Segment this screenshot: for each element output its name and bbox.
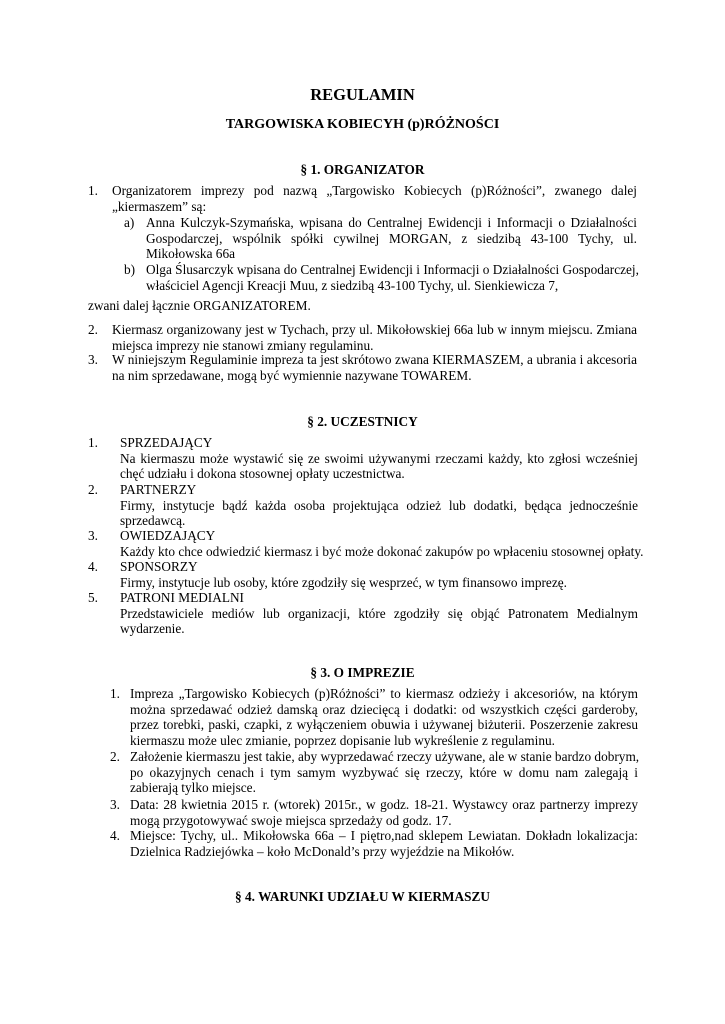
s1-item-3-number: 3. [88,352,98,367]
s1-item-b-text [146,262,637,293]
s1-item-1-line-2: „kiermaszem” są: [112,198,207,214]
section-1-heading: § 1. ORGANIZATOR [300,162,425,177]
s3-item-4-line-1: Miejsce: Tychy, ul.. Mikołowska 66a – I piętro,nad sklepem Lewiatan. Dokładn lokalizacja: [130,828,638,843]
s1-item-1-number: 1. [88,183,98,198]
s1-joint-note: zwani dalej łącznie ORGANIZATOREM. [88,298,311,313]
s3-item-1-line-2: można sprzedawać odzież damską oraz dziecięcą i dodatki: od wszystkich części garderoby, [130,701,638,717]
s1-item-3-text [112,352,637,383]
s2-item-1-line-1: Na kiermaszu może wystawić się ze swoimi używanymi rzeczami każdy, kto zgłosi wcześniej [120,450,638,466]
s2-item-1-line-2: chęć udziału i dokona stosownej opłaty uczestnictwa. [120,466,405,482]
s3-item-1-line-1: Impreza „Targowisko Kobiecych (p)Różności” to kiermasz odzieży i akcesoriów, na którym [130,686,638,701]
s3-item-1-line-4: kiermaszu może ulec zmianie, poprzez dopisanie lub wykreślenie z regulaminu. [130,732,555,748]
s1-item-1-line-1: Organizatorem imprezy pod nazwą „Targowisko Kobiecych (p)Różności”, zwanego dalej [112,183,637,198]
s1-item-a-line-2: Gospodarczej, wspólnik spółki cywilnej MORGAN, z siedzibą 43-100 Tychy, ul. [146,230,637,246]
s2-item-5 [120,590,638,637]
s2-item-5-number: 5. [88,590,98,605]
s3-item-2-text [130,749,638,796]
s1-item-a-line-3: Mikołowska 66a [146,246,236,262]
s3-item-2-number: 2. [110,749,120,764]
s1-item-2-number: 2. [88,322,98,337]
s1-item-a-line-1: Anna Kulczyk-Szymańska, wpisana do Centralnej Ewidencji i Informacji o Działalności [146,215,637,230]
s3-item-1-text [130,686,638,748]
s2-item-2-line-1: Firmy, instytucje bądź każda osoba projektująca odzież lub dodatki, będąca jednocześnie [120,497,638,513]
s1-item-3-line-1: W niniejszym Regulaminie impreza ta jest skrótowo zwana KIERMASZEM, a ubrania i akcesoria [112,352,637,367]
s3-item-4-line-2: Dzielnica Radziejówka – koło McDonald’s przy wyjeździe na Mikołów. [130,843,515,859]
s2-item-5-line-2: wydarzenie. [120,621,185,637]
s1-item-3-line-2: na nim sprzedawane, mogą być wymiennie nazywane TOWAREM. [112,367,472,383]
s1-item-b-line-1: Olga Ślusarczyk wpisana do Centralnej Ewidencji i Informacji o Działalności Gospodarczej, [146,262,639,277]
s2-item-4-line-1: Firmy, instytucje lub osoby, które zgodziły się wesprzeć, w tym finansowo imprezę. [120,574,567,590]
section-3-heading: § 3. O IMPREZIE [310,665,415,680]
s3-item-4-text [130,828,638,859]
s2-item-2-number: 2. [88,482,98,497]
s3-item-2-line-1: Założenie kiermaszu jest takie, aby wyprzedawać rzeczy używane, ale w stanie bardzo dobrym, [130,749,640,764]
s1-item-b-line-2: właściciel Agencji Kreacji Muu, z siedzibą 43-100 Tychy, ul. Sienkiewicza 7, [146,277,559,293]
s2-item-2-line-2: sprzedawcą. [120,513,186,529]
s2-item-3 [120,528,644,559]
s1-item-2-line-2: miejsca imprezy nie stanowi zmiany regulaminu. [112,337,374,353]
s3-item-2-line-2: po okazyjnych cenach i tym samym wyzbywać się rzeczy, które w domu nam zalegają i [130,764,638,780]
s2-item-4-head: SPONSORZY [120,559,198,574]
s2-item-1-number: 1. [88,435,98,450]
s2-item-5-head: PATRONI MEDIALNI [120,590,244,605]
s3-item-4-number: 4. [110,828,120,843]
s2-item-1 [120,435,638,482]
s1-item-1-text [112,183,637,214]
s2-item-1-head: SPRZEDAJĄCY [120,435,213,450]
s3-item-3-line-2: mogą przygotowywać swoje miejsca sprzedaży od godz. 17. [130,812,452,828]
s2-item-3-number: 3. [88,528,98,543]
s3-item-2-line-3: zabierają tylko miejsce. [130,780,256,796]
document-title: REGULAMIN [310,85,415,104]
s1-item-2-line-1: Kiermasz organizowany jest w Tychach, przy ul. Mikołowskiej 66a lub w innym miejscu. Zmiana [112,322,637,337]
s2-item-4 [120,559,638,590]
s2-item-4-number: 4. [88,559,98,574]
s3-item-3-line-1: Data: 28 kwietnia 2015 r. (wtorek) 2015r., w godz. 18-21. Wystawcy oraz partnerzy imprezy [130,797,638,812]
section-4-heading: § 4. WARUNKI UDZIAŁU W KIERMASZU [235,889,490,904]
s1-item-a-label: a) [124,215,135,230]
s2-item-5-line-1: Przedstawiciele mediów lub organizacji, które zgodziły się objąć Patronatem Medialnym [120,605,638,621]
document-subtitle: TARGOWISKA KOBIECYH (p)RÓŻNOŚCI [225,117,500,132]
s2-item-2 [120,482,638,529]
s2-item-3-line-1: Każdy kto chce odwiedzić kiermasz i być może dokonać zakupów po wpłaceniu stosownej opłaty. [120,543,644,559]
s2-item-3-head: OWIEDZAJĄCY [120,528,216,543]
s2-item-2-head: PARTNERZY [120,482,197,497]
section-2-heading: § 2. UCZESTNICY [307,414,418,429]
s3-item-3-text [130,797,638,828]
s3-item-1-line-3: przez torebki, paski, czapki, z wyłączeniem obuwia i używanej biżuterii. Poszerzenie zakresu [130,717,638,733]
s1-item-2-text [112,322,637,353]
s3-item-3-number: 3. [110,797,120,812]
s1-item-a-text [146,215,637,262]
s1-item-b-label: b) [124,262,136,277]
s3-item-1-number: 1. [110,686,120,701]
